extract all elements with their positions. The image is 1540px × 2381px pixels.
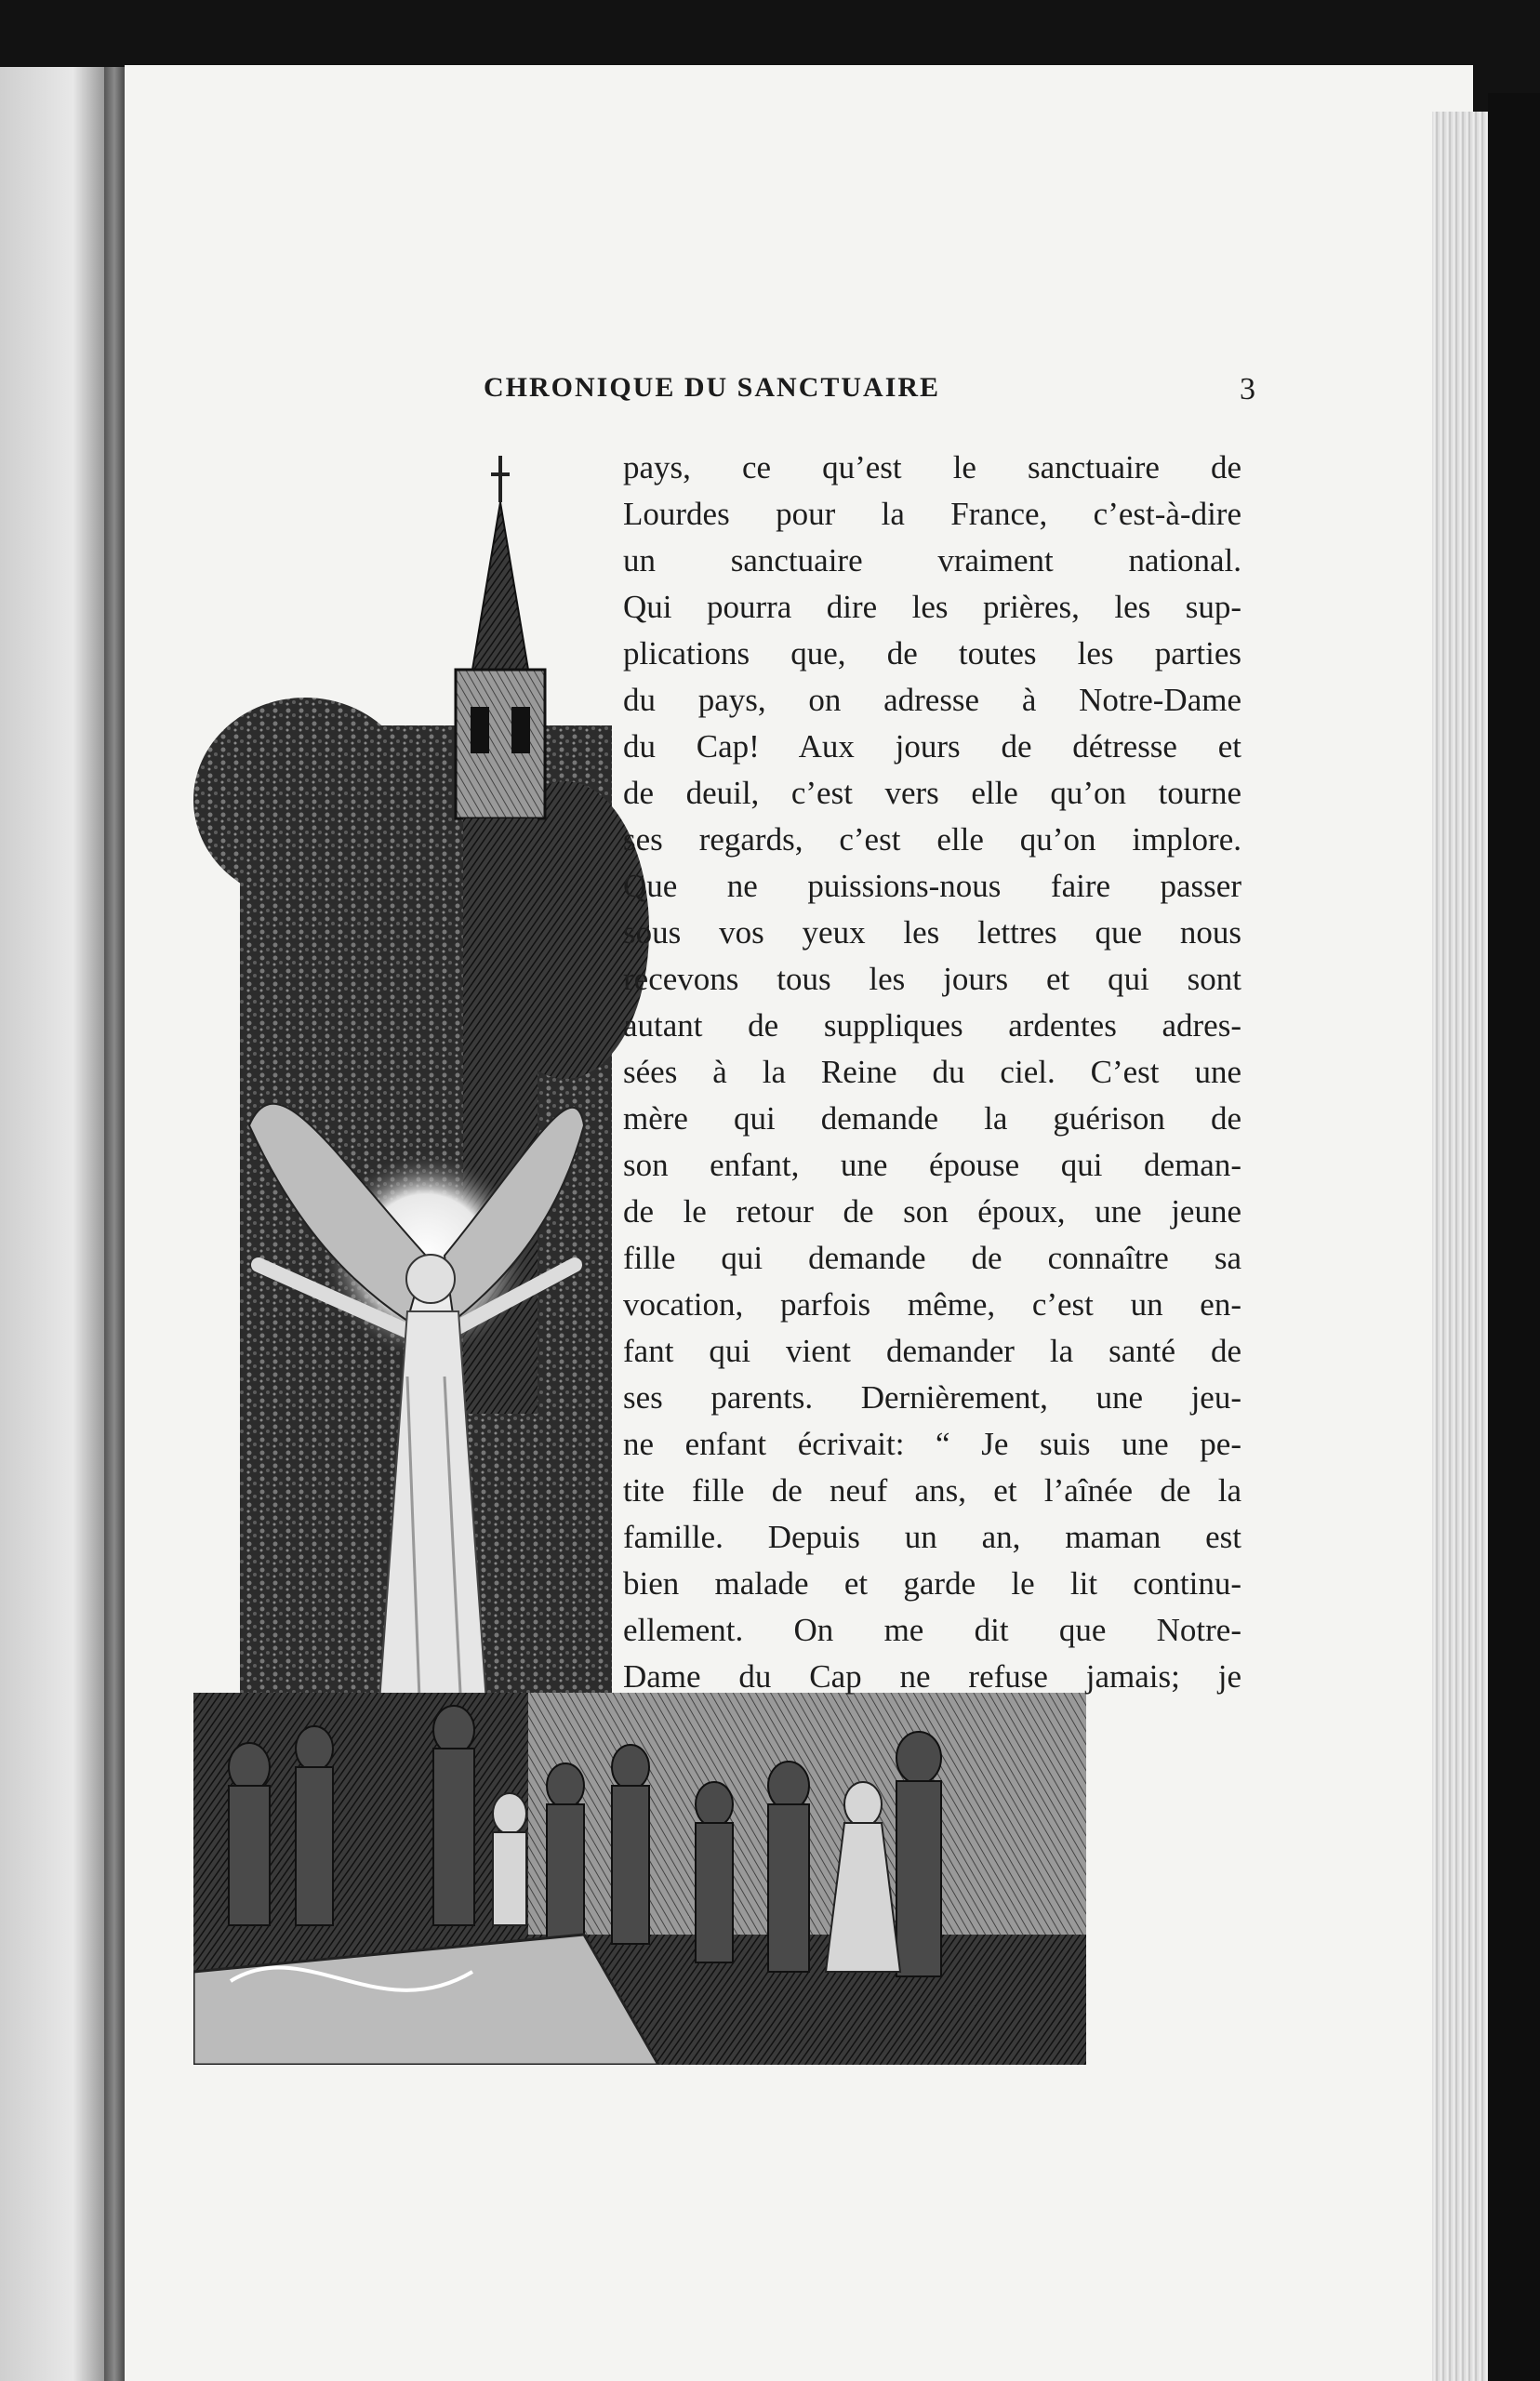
text-line: ses parents. Dernièrement, une jeu- bbox=[623, 1379, 1241, 1416]
right-dark-margin bbox=[1488, 93, 1540, 2381]
text-line: Qui pourra dire les prières, les sup- bbox=[623, 589, 1241, 625]
text-line: du Cap! Aux jours de détresse et bbox=[623, 728, 1241, 765]
previous-page-edge bbox=[0, 67, 104, 2381]
text-line: ses regards, c’est elle qu’on implore. bbox=[623, 821, 1241, 858]
text-line: fille qui demande de connaître sa bbox=[623, 1240, 1241, 1276]
page-edge-stack bbox=[1432, 112, 1488, 2381]
text-line: autant de suppliques ardentes adres- bbox=[623, 1007, 1241, 1044]
text-line: ellement. On me dit que Notre- bbox=[623, 1612, 1241, 1648]
text-line: famille. Depuis un an, maman est bbox=[623, 1519, 1241, 1555]
text-line: fant qui vient demander la santé de bbox=[623, 1333, 1241, 1369]
text-line: plications que, de toutes les parties bbox=[623, 635, 1241, 672]
text-line: sées à la Reine du ciel. C’est une bbox=[623, 1054, 1241, 1090]
text-line: Que ne puissions-nous faire passer bbox=[623, 868, 1241, 904]
pilgrim-crowd bbox=[193, 1693, 1086, 2065]
text-line: ne enfant écrivait: “ Je suis une pe- bbox=[623, 1426, 1241, 1462]
page-number: 3 bbox=[1240, 372, 1255, 406]
book-gutter bbox=[104, 67, 125, 2381]
text-line: du pays, on adresse à Notre-Dame bbox=[623, 682, 1241, 718]
text-line: mère qui demande la guérison de bbox=[623, 1100, 1241, 1137]
text-line: de le retour de son époux, une jeune bbox=[623, 1193, 1241, 1230]
text-line: de deuil, c’est vers elle qu’on tourne bbox=[623, 775, 1241, 811]
text-line: son enfant, une épouse qui deman- bbox=[623, 1147, 1241, 1183]
text-line: pays, ce qu’est le sanctuaire de bbox=[623, 449, 1241, 486]
text-line: vocation, parfois même, c’est un en- bbox=[623, 1286, 1241, 1323]
text-line: bien malade et garde le lit continu- bbox=[623, 1565, 1241, 1602]
text-line: sous vos yeux les lettres que nous bbox=[623, 914, 1241, 951]
running-title: CHRONIQUE DU SANCTUAIRE bbox=[484, 372, 941, 403]
text-line: Lourdes pour la France, c’est-à-dire bbox=[623, 496, 1241, 532]
body-text bbox=[623, 445, 1241, 1700]
text-line: Dame du Cap ne refuse jamais; je bbox=[623, 1658, 1241, 1695]
text-line: tite fille de neuf ans, et l’aînée de la bbox=[623, 1472, 1241, 1509]
text-line: un sanctuaire vraiment national. bbox=[623, 542, 1241, 579]
text-line: recevons tous les jours et qui sont bbox=[623, 961, 1241, 997]
